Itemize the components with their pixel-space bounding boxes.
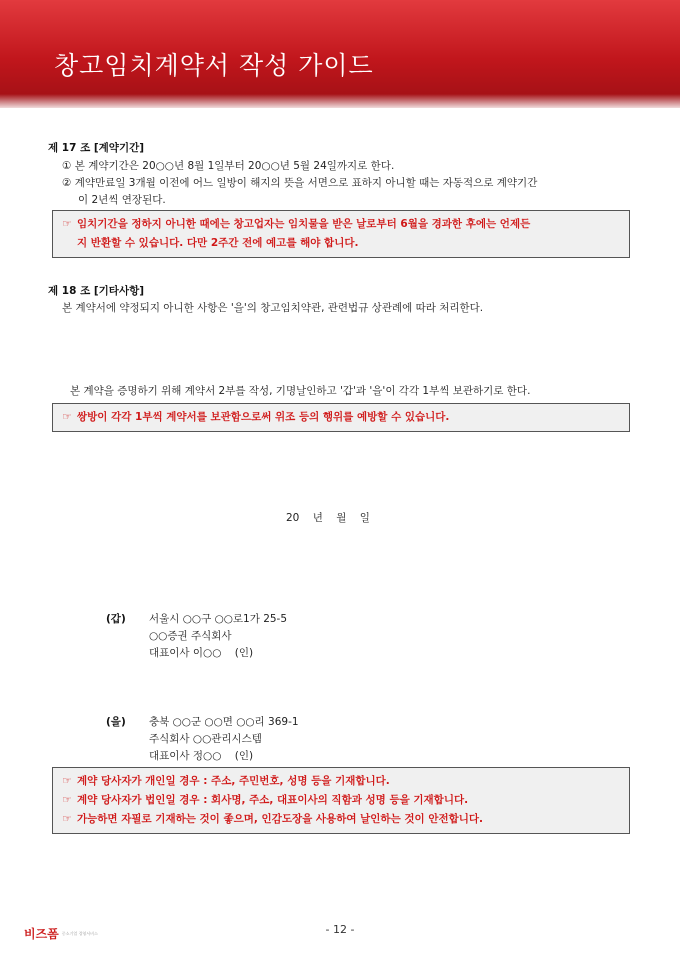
- article-17-item-1: ① 본 계약기간은 20○○년 8월 1일부터 20○○년 5월 24일까지로 한다.: [62, 160, 395, 172]
- party-a-label: (갑): [106, 613, 126, 625]
- article-17-note-line-2: 지 반환할 수 있습니다. 다만 2주간 전에 예고를 해야 합니다.: [77, 237, 359, 249]
- article-17-item-2-cont: 이 2년씩 연장된다.: [78, 194, 166, 206]
- checkbox-pointer-icon: ☞: [62, 813, 72, 825]
- party-b-representative: 대표이사 정○○ (인): [149, 750, 254, 762]
- date-line: 20 년 월 일: [286, 512, 370, 524]
- article-17-note-box: [52, 210, 630, 258]
- checkbox-pointer-icon: ☞: [62, 794, 72, 806]
- closing-note-line: ☞ 쌍방이 각각 1부씩 계약서를 보관함으로써 위조 등의 행위를 예방할 수 있습니다.: [61, 408, 621, 427]
- checkbox-pointer-icon: ☞: [62, 775, 72, 787]
- logo-tagline: 중소기업 경영서비스: [61, 931, 98, 936]
- party-a-address: 서울시 ○○구 ○○로1가 25-5: [149, 613, 288, 625]
- article-17-heading: 제 17 조 [계약기간]: [48, 142, 145, 154]
- party-b-label: (을): [106, 716, 126, 728]
- closing-text: 본 계약을 증명하기 위해 계약서 2부를 작성, 기명날인하고 '갑'과 '을'이 각각 1부씩 보관하기로 한다.: [70, 385, 531, 397]
- article-18-heading: 제 18 조 [기타사항]: [48, 285, 145, 297]
- signature-notes-box: [52, 767, 630, 834]
- signature-note-seal: ☞ 가능하면 자필로 기재하는 것이 좋으며, 인감도장을 사용하여 날인하는 것이 안전합니다.: [61, 810, 621, 829]
- logo-text: 비즈폼: [24, 927, 59, 941]
- signature-note-corporation: ☞ 계약 당사자가 법인일 경우 : 회사명, 주소, 대표이사의 직함과 성명 등을 기재합니다.: [61, 791, 621, 810]
- signature-note-individual: ☞ 계약 당사자가 개인일 경우 : 주소, 주민번호, 성명 등을 기재합니다.: [61, 772, 621, 791]
- party-b-address: 충북 ○○군 ○○면 ○○리 369-1: [149, 716, 299, 728]
- checkbox-pointer-icon: ☞: [62, 218, 72, 230]
- page-number: - 12 -: [325, 923, 355, 936]
- party-a-representative: 대표이사 이○○ (인): [149, 647, 254, 659]
- page-title: 창고임치계약서 작성 가이드: [54, 51, 374, 80]
- closing-note-box: [52, 403, 630, 432]
- checkbox-pointer-icon: ☞: [62, 411, 72, 423]
- party-b-company: 주식회사 ○○관리시스템: [149, 733, 262, 745]
- article-17-note-line-1: ☞ 임치기간을 정하지 아니한 때에는 창고업자는 임치물을 받은 날로부터 6월을 경과한 후에는 언제든: [61, 215, 621, 234]
- party-a-company: ○○증권 주식회사: [149, 630, 232, 642]
- article-17-item-2: ② 계약만료일 3개월 이전에 어느 일방이 해지의 뜻을 서면으로 표하지 아니할 때는 자동적으로 계약기간: [62, 177, 538, 189]
- article-18-text: 본 계약서에 약정되지 아니한 사항은 '을'의 창고임치약관, 관련법규 상관례에 따라 처리한다.: [62, 302, 484, 314]
